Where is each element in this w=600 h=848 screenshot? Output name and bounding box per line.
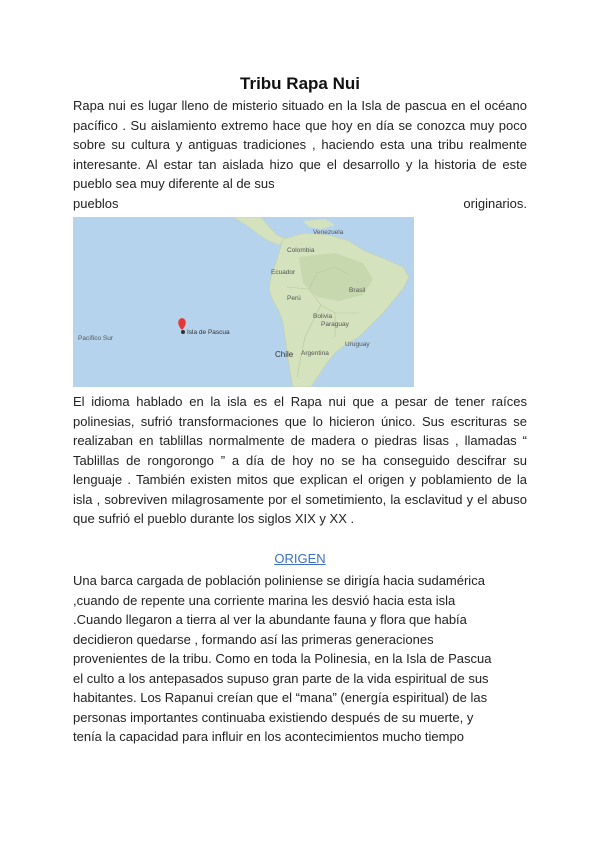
map-label-paraguay: Paraguay: [321, 321, 349, 328]
document-title: Tribu Rapa Nui: [240, 74, 360, 93]
paragraph-origin-line: habitantes. Los Rapanui creían que el “mana” (energía espiritual) de las: [73, 690, 488, 705]
map-label-brasil: Brasil: [349, 287, 366, 294]
paragraph-origin-line: .Cuando llegaron a tierra al ver la abundante fauna y flora que había: [73, 612, 467, 627]
south-america-map: [73, 217, 414, 387]
map-label-argentina: Argentina: [301, 350, 329, 357]
paragraph-intro-end-left: pueblos: [73, 195, 119, 211]
map-label-ecuador: Ecuador: [271, 269, 296, 276]
map-label-peru: Perú: [287, 295, 301, 302]
map-label-bolivia: Bolivia: [313, 313, 333, 320]
paragraph-origin-line: tenía la capacidad para influir en los acontecimientos mucho tiempo: [73, 729, 464, 744]
paragraph-origin-line: personas importantes continuaba existiendo después de su muerte, y: [73, 709, 474, 725]
paragraph-origin-line: Una barca cargada de población poliniense se dirigía hacia sudamérica: [73, 573, 485, 588]
paragraph-intro-text: Rapa nui es lugar lleno de misterio situado en la Isla de pascua en el océano pacífico . Su aislamiento extremo hace que hoy en día se conozca muy poco sobre su cultura y antiguas tradiciones , haciendo esta una tribu realmente interesante. Al estar tan aislada hizo que el desarrollo y la historia de este pueblo sea muy diferente al de sus: [73, 98, 527, 191]
paragraph-origin-line: decidieron quedarse , formando así las primeras generaciones: [73, 631, 434, 647]
paragraph-origin-line: el culto a los antepasados supuso gran parte de la vida espiritual de sus: [73, 670, 489, 686]
section-heading-origen[interactable]: ORIGEN: [274, 551, 326, 566]
paragraph-intro-last-line: [73, 194, 527, 214]
paragraph-origin-line: ,cuando de repente una corriente marina les desvió hacia esta isla: [73, 592, 456, 608]
paragraph-intro-end-right: originarios.: [463, 195, 527, 211]
map-label-uruguay: Uruguay: [345, 341, 370, 348]
paragraph-intro: [73, 96, 527, 213]
map-label-colombia: Colombia: [287, 247, 315, 254]
map-ocean-label: Pacífico Sur: [78, 335, 114, 342]
paragraph-language: El idioma hablado en la isla es el Rapa nui que a pesar de tener raíces polinesias, sufrió transformaciones que lo hicieron único. Sus escrituras se realizaban en tablillas normalmente de madera o piedras lisas , llamadas “ Tablillas de rongorongo ” a día de hoy no se ha conseguido descifrar su lenguaje . También existen mitos que explican el origen y poblamiento de la isla , sobreviven milagrosamente por el sometimiento, la esclavitud y el abuso que sufrió el pueblo durante los siglos XIX y XX .: [73, 394, 527, 526]
map-pin-label: Isla de Pascua: [187, 329, 230, 336]
map-label-venezuela: Venezuela: [313, 229, 344, 236]
map-easter-island-dot: [181, 330, 185, 334]
map-graphic: [73, 217, 414, 387]
map-label-chile: Chile: [275, 350, 294, 359]
paragraph-origin: [73, 571, 527, 747]
paragraph-origin-line: provenientes de la tribu. Como en toda la Polinesia, en la Isla de Pascua: [73, 651, 492, 666]
